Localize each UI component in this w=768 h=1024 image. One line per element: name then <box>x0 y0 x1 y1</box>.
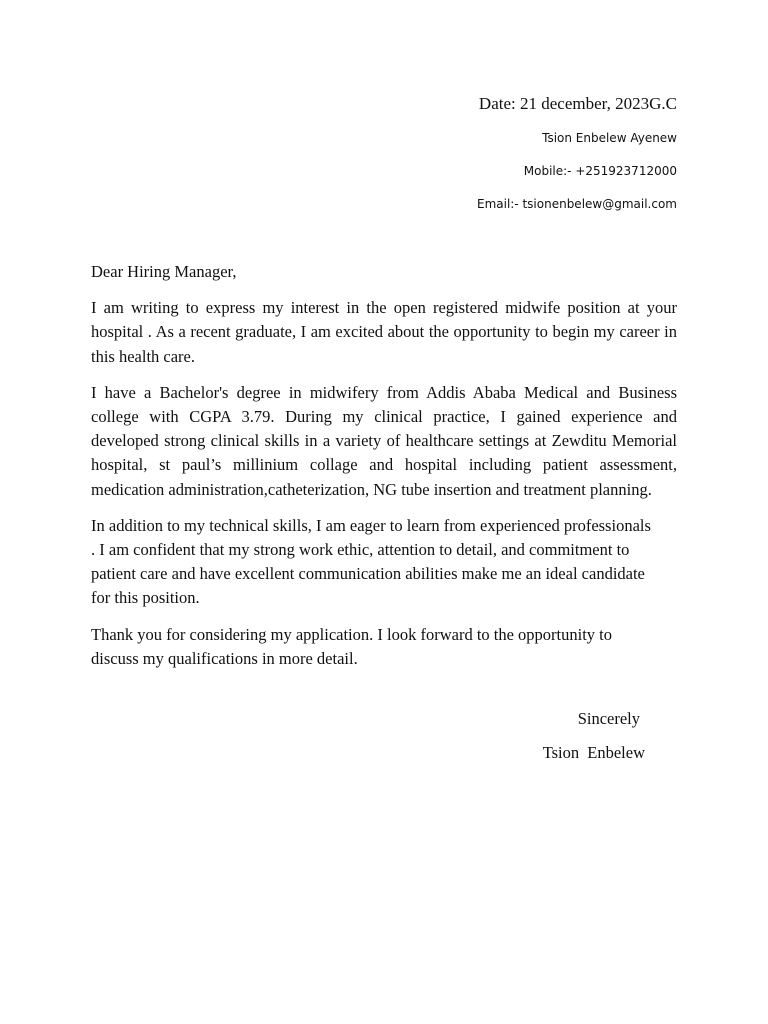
letter-date: Date: 21 december, 2023G.C <box>478 94 677 113</box>
letter-body <box>91 260 677 683</box>
sender-header <box>477 92 677 212</box>
sender-mobile: Mobile:- +251923712000 <box>523 164 677 178</box>
sender-name: Tsion Enbelew Ayenew <box>542 131 677 145</box>
signature-name: Tsion Enbelew <box>542 743 645 762</box>
letter-signoff <box>542 707 645 765</box>
paragraph-intro: I am writing to express my interest in the open registered midwife position at your hospital . As a recent graduate, I am excited about the opportunity to begin my career in this health care. <box>91 298 677 366</box>
paragraph-skills: In addition to my technical skills, I am eager to learn from experienced professionals . I am confident that my strong work ethic, attention to detail, and commitment to patient care and have excellent communication abilities make me an ideal candidate for this position. <box>91 515 651 608</box>
paragraph-closing: Thank you for considering my application. I look forward to the opportunity to discuss my qualifications in more detail. <box>91 624 613 668</box>
paragraph-education: I have a Bachelor's degree in midwifery from Addis Ababa Medical and Business college with CGPA 3.79. During my clinical practice, I gained experience and developed strong clinical skills in a variety of healthcare settings at Zewditu Memorial hospital, st paul’s millinium collage and hospital including patient assessment, medication administration,catheterization, NG tube insertion and treatment planning. <box>91 382 677 499</box>
letter-greeting: Dear Hiring Manager, <box>91 262 237 281</box>
closing-phrase: Sincerely <box>577 709 640 728</box>
sender-email: Email:- tsionenbelew@gmail.com <box>476 197 677 211</box>
